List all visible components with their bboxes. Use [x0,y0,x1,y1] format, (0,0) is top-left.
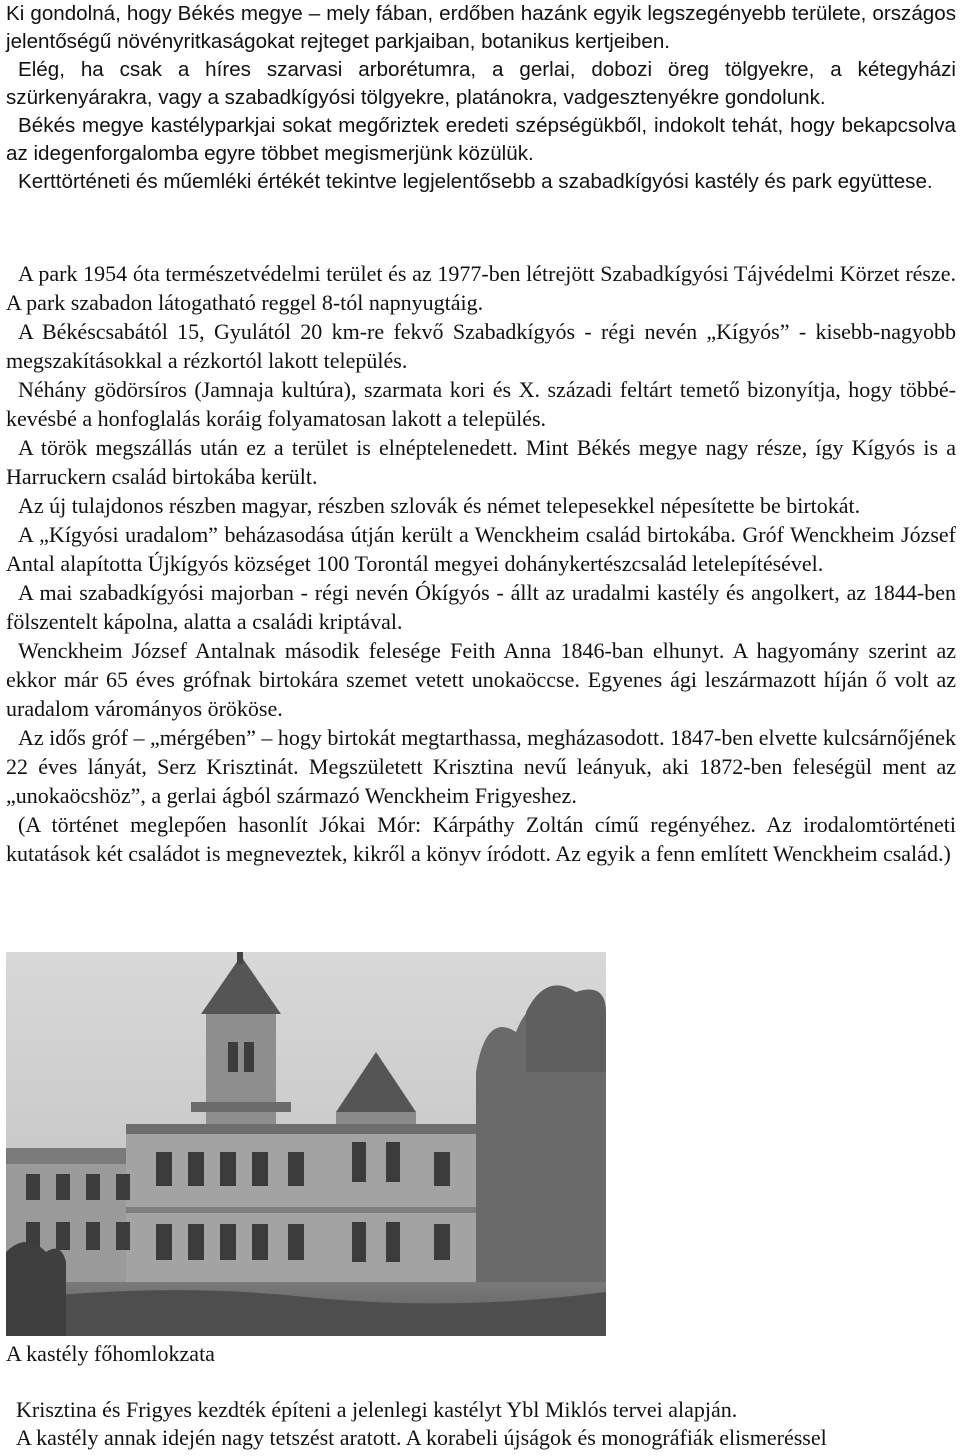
castle-photo [6,952,606,1336]
photo-caption: A kastély főhomlokzata [6,1341,215,1366]
intro-section [6,0,956,196]
history-paragraph: A mai szabadkígyósi majorban - régi nevén Ókígyós - állt az uradalmi kastély és angolkert, az 1844-ben fölszentelt kápolna, alatta a családi kriptával. [6,580,956,634]
history-paragraph: Néhány gödörsíros (Jamnaja kultúra), szarmata kori és X. századi feltárt temető bizonyítja, hogy többé-kevésbé a honfoglalás koráig folyamatosan lakott a település. [6,377,956,431]
history-paragraph: Az új tulajdonos részben magyar, részben szlovák és német telepesekkel népesítette be birtokát. [18,493,861,518]
closing-paragraph: A kastély annak idején nagy tetszést aratott. A korabeli újságok és monográfiák elismeréssel [16,1425,827,1450]
history-paragraph: A Békéscsabától 15, Gyulától 20 km-re fekvő Szabadkígyós - régi nevén „Kígyós” - kisebb-nagyobb megszakításokkal a rézkortól lakott település. [6,319,956,373]
history-paragraph: Wenckheim József Antalnak második felesége Feith Anna 1846-ban elhunyt. A hagyomány szerint az ekkor már 65 éves grófnak birtokára szemet vetett unokaöccse. Egyenes ági leszármazott híján ő volt az uradalom várományos örököse. [6,638,956,721]
history-paragraph: (A történet meglepően hasonlít Jókai Mór: Kárpáthy Zoltán című regényéhez. Az irodalomtörténeti kutatások két családot is megneveztek, kikről a könyv íródott. Az egyik a fenn említett Wenckheim család.) [6,812,956,866]
history-paragraph: A török megszállás után ez a terület is elnéptelenedett. Mint Békés megye nagy része, így Kígyós is a Harruckern család birtokába került. [6,435,956,489]
closing-section [16,1396,956,1452]
history-paragraph: Az idős gróf – „mérgében” – hogy birtokát megtarthassa, megházasodott. 1847-ben elvette kulcsárnőjének 22 éves lányát, Serz Krisztinát. Megszületett Krisztina nevű leányuk, aki 1872-ben feleségül ment az „unokaöcshöz”, a gerlai ágból származó Wenckheim Frigyeshez. [6,725,956,808]
history-paragraph: A „Kígyósi uradalom” beházasodása útján került a Wenckheim család birtokába. Gróf Wenckheim József Antal alapította Újkígyós községet 100 Torontál megyei dohánykertészcsalád letelepítésével. [6,522,956,576]
intro-paragraph: Elég, ha csak a híres szarvasi arborétumra, a gerlai, dobozi öreg tölgyekre, a kétegyházi szürkenyárakra, vagy a szabadkígyósi tölgyekre, platánokra, vadgesztenyékre gondolunk. [6,58,956,109]
intro-paragraph: Békés megye kastélyparkjai sokat megőriztek eredeti szépségükből, indokolt tehát, hogy bekapcsolva az idegenforgalomba egyre többet megismerjünk közülük. [6,114,956,165]
closing-paragraph: Krisztina és Frigyes kezdték építeni a jelenlegi kastélyt Ybl Miklós tervei alapján. [16,1397,738,1422]
intro-paragraph: Kerttörténeti és műemléki értékét tekintve legjelentősebb a szabadkígyósi kastély és park együttese. [18,170,933,193]
intro-paragraph: Ki gondolná, hogy Békés megye – mely fában, erdőben hazánk egyik legszegényebb területe, országos jelentőségű növényritkaságokat rejteget parkjaiban, botanikus kertjeiben. [6,2,956,53]
history-paragraph: A park 1954 óta természetvédelmi terület és az 1977-ben létrejött Szabadkígyósi Tájvédelmi Körzet része. A park szabadon látogatható reggel 8-tól napnyugtáig. [6,261,956,315]
history-section [6,259,956,868]
castle-facade-image [6,952,606,1336]
